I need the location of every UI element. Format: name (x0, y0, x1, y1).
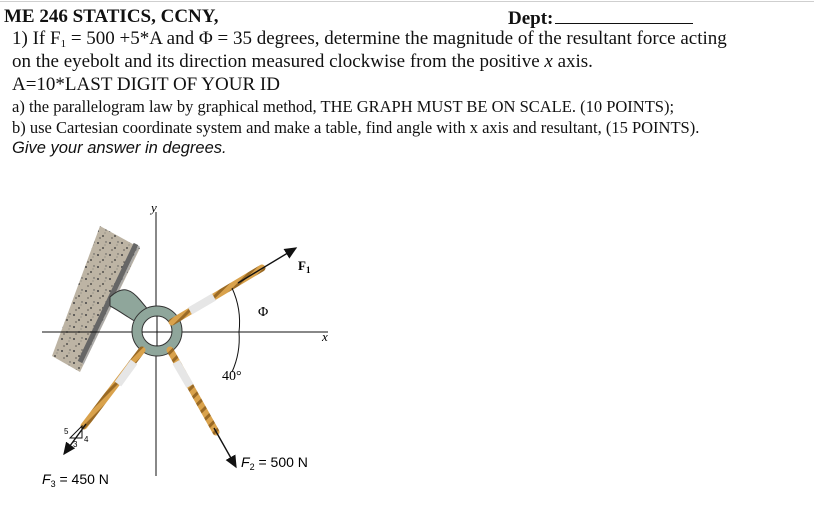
f1-subscript: 1 (60, 38, 67, 50)
f2-label: $F_2 = 500$ N (241, 454, 308, 472)
line1-prefix: 1) If F (12, 28, 61, 49)
slope-5: 5 (64, 427, 69, 436)
y-axis-label: y (151, 200, 157, 215)
line2-prefix: on the eyebolt and its direction measured clockwise from the positive (12, 51, 545, 72)
x-axis-label: x (322, 329, 328, 344)
line2-suffix: axis. (552, 51, 593, 72)
f1-label: $F_1$ (298, 258, 311, 275)
instruction: Give your answer in degrees. (12, 139, 227, 157)
slope-4: 4 (84, 435, 89, 444)
part-b: b) use Cartesian coordinate system and make a table, find angle with x axis and resultant, (15 POINTS). (12, 118, 700, 137)
course-title: ME 246 STATICS, CCNY, (4, 6, 219, 27)
angle-40-label: 40° (222, 369, 242, 384)
dept-label: Dept: (508, 8, 554, 29)
phi-label: Φ (258, 305, 269, 320)
line1-rest: = 500 +5*A and Φ = 35 degrees, determine the magnitude of the resultant force acting (66, 28, 727, 49)
slope-3: 3 (73, 440, 78, 449)
line2-var: x (544, 51, 553, 72)
f3-label: $F_3 = 450$ N (42, 471, 109, 489)
rope-f1 (172, 248, 296, 322)
phi-arc (232, 288, 240, 332)
angle-40-arc (232, 332, 239, 372)
problem-line-3: A=10*LAST DIGIT OF YOUR ID (12, 74, 280, 95)
rope-f2 (170, 350, 236, 467)
part-a: a) the parallelogram law by graphical method, THE GRAPH MUST BE ON SCALE. (10 POINTS); (12, 97, 675, 116)
